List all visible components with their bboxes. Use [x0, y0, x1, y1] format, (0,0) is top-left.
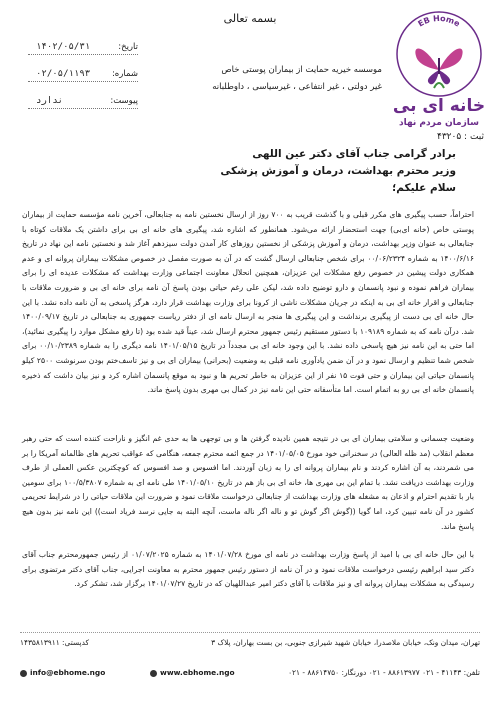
date-value: ۱۴۰۲/۰۵/۳۱: [36, 42, 91, 52]
footer-website[interactable]: [150, 668, 235, 677]
footer-address: تهران، میدان ونک، خیابان ملاصدرا، خیابان شهید شیرازی جنوبی، بن بست بهاران، پلاک ۳: [211, 638, 480, 647]
organization-description: [202, 62, 382, 96]
greeting: سلام علیکم؛: [392, 182, 456, 194]
footer-divider: [20, 632, 480, 633]
globe-icon: [150, 670, 157, 677]
logo-brand-fa: خانه ای بی: [392, 96, 486, 116]
number-label: شماره:: [111, 69, 138, 79]
mail-icon: [20, 670, 27, 677]
body-paragraph: وضعیت جسمانی و سلامتی بیماران ای بی در نتیجه همین نادیده گرفتن ها و بی توجهی ها به حدی غم انگیز و ناراحت کننده است که حتی رهبر معظم انقلاب (مد ظله العالی) در سخنرانی خود مورخ ۱۴۰۱/۰۵/۰۵ در جمع ائمه محترم جمعه، هنگامی که عواقب تحریم های ظالمانه آمریکا را بر می شمردند، به آن اشاره کردند و نام بیماران پروانه ای را به زبان آوردند. اما افسوس و صد افسوس که کوچکترین عکس العملی از طرف وزارت بهداشت دریافت نشد. با تمام این بی مهری ها، خانه ای بی باز هم در تاریخ ۱۴۰۱/۰۵/۱۰ طی نامه ای به شماره ۱۰۰/۵/۳۸۰۷ برای سومین بار با تقدیم احترام و اذعان به مشغله های وزارت بهداشت از جنابعالی درخواست ملاقات نمود و ضرورت این ملاقات حیاتی را در شرایط تحریمی کشور در آن نامه تبیین کرد، اما گویا ((گوش اگر گوش تو و ناله اگر ناله ماست، آنچه البته به جایی نرسد فریاد است)) این نامه نیز بدون هیچ پاسخ ماند.: [22, 434, 474, 531]
body-paragraph: احتراماً، حسب پیگیری های مکرر قبلی و با گذشت قریب به ۷۰۰ روز از ارسال نخستین نامه به جنابعالی، آخرین نامه مؤسسه حمایت از بیماران پوستی خاص (خانه ای‌بی) جهت استحضار ارائه می‌شود. همانطور که اشاره شد، پیگیری های خانه ای بی برای داشتن یک ملاقات کوتاه با جنابعالی به عنوان وزیر بهداشت، درمان و آموزش پزشکی از نخستین روزهای کار آمدن دولت سیزدهم آغاز شد و نخستین نامه این نهاد در تاریخ ۱۴۰۰/۶/۱۶ به شماره ۰۰/۰۶/۲۳۲۴ برای شخص جنابعالی ارسال گشت که در آن به صورت مفصل در خصوص مشکلات بیماران پروانه ای و عدم همکاری دولت پیشین در خصوص رفع مشکلات این عزیزان، همچنین انحلال معاونت اجتماعی وزارت بهداشت که مشکلات عدیده ای را برای بیماران فراهم نموده و نبود پانسمان و دارو توضیح داده شد، لیکن علی رغم حیاتی بودن پاسخ آن نامه برای خانه ای بی و ضرورت ملاقات با جنابعالی و اقرار خانه ای بی به اینکه در جریان مشکلات ناشی از کرونا برای وزارت بهداشت قرار دارد، هرگز پاسخی به آن نامه داده نشد. با این حال خانه ای بی دست از پیگیری برنداشت و این پیگیری ها منجر به ارسال نامه ای از دفتر ریاست جمهوری به جنابعالی در تاریخ ۱۴۰۰/۰۹/۱۷ شد. درآن نامه که به شماره ۱۰۹۱۸۹ با دستور مستقیم رئیس جمهور محترم ارسال شد، عیناً قید شده بود (تا رفع مشکل موارد را پیگیری نمائید)، اما حتی به این نامه نیز هیچ پاسخی داده نشد. با این وجود خانه ای بی مجدداً در تاریخ ۱۴۰۱/۰۵/۱۵ نامه دیگری را به شماره ۰۰/۱۰/۲۳۸۹ برای شخص شما تنظیم و ارسال نمود و در آن ضمن یادآوری نامه قبلی به وضعیت (بحرانی) بیماران ای بی و نیز تاسف‌ختم بودن سرنوشت ۲۵۰۰ کیلو پانسمان حیاتی این بیماران و حتی فوت ۱۵ نفر از این عزیزان به خاطر تحریم ها و نبود به موقع پانسمان اشاره کرد و نیز بیان داشت که ذخیره پانسمان خانه ای بی رو به اتمام است. اما متأسفانه حتی این نامه نیز در کمال بی مهری بدون پاسخ ماند.: [22, 210, 475, 395]
attachment-label: پیوست:: [110, 96, 138, 106]
logo-subtitle: سازمان مردم نهاد: [398, 118, 479, 128]
footer-contact-row: [20, 668, 480, 682]
butterfly-logo-icon: [388, 8, 490, 100]
attachment-row: [28, 90, 138, 109]
footer-phones: تلفن: ۴۱۱۴۳ - ۰۲۱ ۸۸۶۱۳۹۷۷ - ۰۲۱ دورنگار: ۸۸۶۱۴۷۵۰ - ۰۲۱: [288, 668, 480, 677]
recipient-name: برادر گرامی جناب آقای دکتر عین اللهی: [252, 148, 456, 160]
registration-number: ثبت : ۴۳۲۰۵: [437, 132, 484, 142]
eb-home-logo: [388, 8, 490, 142]
footer-address-row: [20, 638, 480, 652]
body-paragraph: با این حال خانه ای بی با امید از پاسخ وزارت بهداشت در نامه ای مورخ ۱۴۰۱/۰۷/۲۸ به شماره ۰۱/۰۷/۲۰۲۵ از رئیس جمهورمحترم جناب آقای دکتر سید ابراهیم رئیسی درخواست ملاقات نمود و در آن نامه از دستور رئیس جمهور محترم به معاونت اجرایی، جناب آقای دکتر مرتضوی برای رسیدگی به مشکلات بیماران پروانه ای و نیز ملاقات با آقای دکتر امیر عبداللهیان که در تاریخ ۱۴۰۱/۰۷/۲۷ برگزار شد، تشکر کرد.: [22, 550, 475, 589]
organization-line: غیر دولتی ، غیر انتفاعی ، غیرسیاسی ، داوطلبانه: [212, 82, 382, 92]
organization-line: موسسه خیریه حمایت از بیماران پوستی خاص: [221, 65, 382, 75]
website-text: www.ebhome.ngo: [160, 668, 235, 677]
number-row: [28, 63, 138, 82]
bismillah-heading: بسمه تعالی: [223, 12, 277, 25]
logo-brand-en: EB Home: [416, 13, 462, 29]
email-text: info@ebhome.ngo: [30, 668, 106, 677]
salutation: [220, 146, 456, 197]
number-value: ۰۲/۰۵/۱۱۹۳: [36, 69, 91, 79]
footer-postal-code: کدپستی: ۱۴۳۵۸۱۳۹۱۱: [20, 638, 89, 647]
attachment-value: ندارد: [36, 96, 64, 106]
recipient-title: وزیر محترم بهداشت، درمان و آموزش پزشکی: [220, 165, 456, 177]
date-row: [28, 36, 138, 55]
footer-email[interactable]: [20, 668, 105, 677]
date-label: تاریخ:: [118, 42, 138, 52]
letter-meta: [28, 36, 138, 117]
